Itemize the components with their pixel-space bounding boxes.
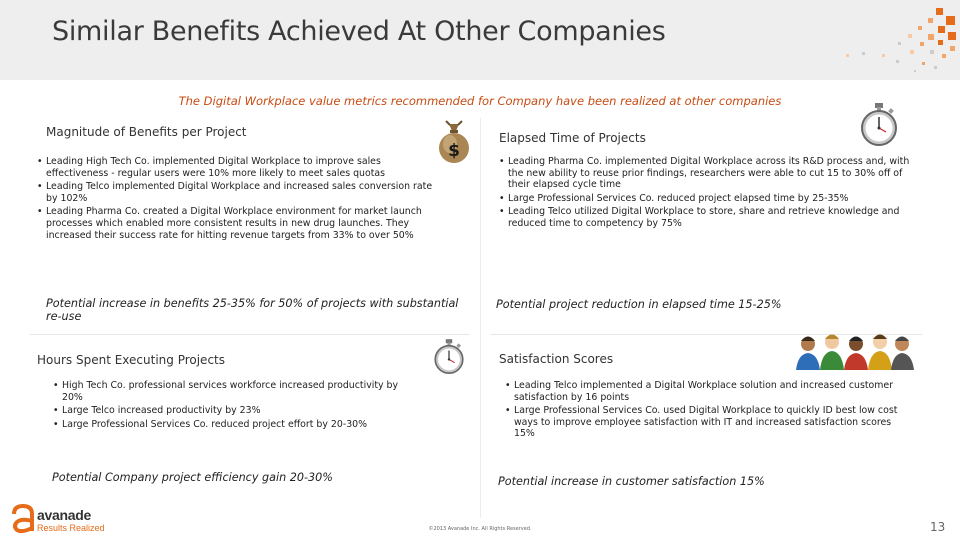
list-item: • Leading Pharma Co. created a Digital Workplace environment for market launch processes which enabled more consistent results in new drug launches. They increased their success rate for hitting revenue targets from 33% to over 50% — [37, 206, 442, 241]
logo-tagline: Results Realized — [37, 523, 105, 533]
list-item: • Large Telco increased productivity by 23% — [53, 405, 418, 417]
title-bar — [0, 0, 960, 80]
list-item: • Leading High Tech Co. implemented Digital Workplace to improve sales effectiveness - regular users were 10% more likely to meet sales quotas — [37, 156, 442, 179]
section-footer: Potential increase in customer satisfaction 15% — [498, 475, 765, 488]
horizontal-divider-left — [30, 334, 470, 335]
section-title: Elapsed Time of Projects — [499, 131, 646, 145]
section-title: Satisfaction Scores — [499, 352, 614, 366]
list-item: • Leading Telco implemented a Digital Workplace solution and increased customer satisfaction by 16 points — [505, 380, 900, 403]
list-item: • Leading Pharma Co. implemented Digital Workplace across its R&D process and, with the new ability to reuse prior findings, researchers were able to cut 15 to 30% off of their elapsed cycle time — [499, 156, 924, 191]
page-title: Similar Benefits Achieved At Other Companies — [52, 16, 666, 47]
people-group-icon — [794, 330, 916, 374]
stopwatch-icon — [858, 102, 900, 148]
section-footer: Potential project reduction in elapsed time 15-25% — [496, 298, 782, 311]
logo-wordmark: avanade — [37, 507, 91, 523]
list-item: • Leading Telco utilized Digital Workplace to store, share and retrieve knowledge and reduced time to competency by 75% — [499, 206, 924, 229]
copyright: ©2013 Avanade Inc. All Rights Reserved. — [428, 526, 532, 532]
page-number: 13 — [930, 520, 946, 534]
list-item: • Large Professional Services Co. reduced project effort by 20-30% — [53, 419, 418, 431]
bullet-list — [53, 380, 418, 432]
decorative-dots-graphic — [838, 4, 958, 76]
subtitle: The Digital Workplace value metrics recommended for Company have been realized at other companies — [178, 94, 782, 108]
list-item: • Large Professional Services Co. reduced project elapsed time by 25-35% — [499, 193, 924, 205]
bullet-list — [505, 380, 900, 442]
section-title: Magnitude of Benefits per Project — [46, 125, 247, 139]
stopwatch-icon — [432, 338, 466, 376]
section-title: Hours Spent Executing Projects — [37, 353, 225, 367]
list-item: • Large Professional Services Co. used Digital Workplace to quickly ID best low cost ways to improve employee satisfaction with IT and increased satisfaction scores 15% — [505, 405, 900, 440]
list-item: • Leading Telco implemented Digital Workplace and increased sales conversion rate by 102% — [37, 181, 442, 204]
section-footer: Potential Company project efficiency gain 20-30% — [52, 471, 333, 484]
vertical-divider — [480, 118, 481, 518]
bullet-list — [499, 156, 924, 232]
section-footer: Potential increase in benefits 25-35% for 50% of projects with substantial re-use — [46, 297, 459, 323]
svg-text:$: $ — [448, 141, 460, 161]
list-item: • High Tech Co. professional services workforce increased productivity by 20% — [53, 380, 418, 403]
bullet-list — [37, 156, 442, 243]
